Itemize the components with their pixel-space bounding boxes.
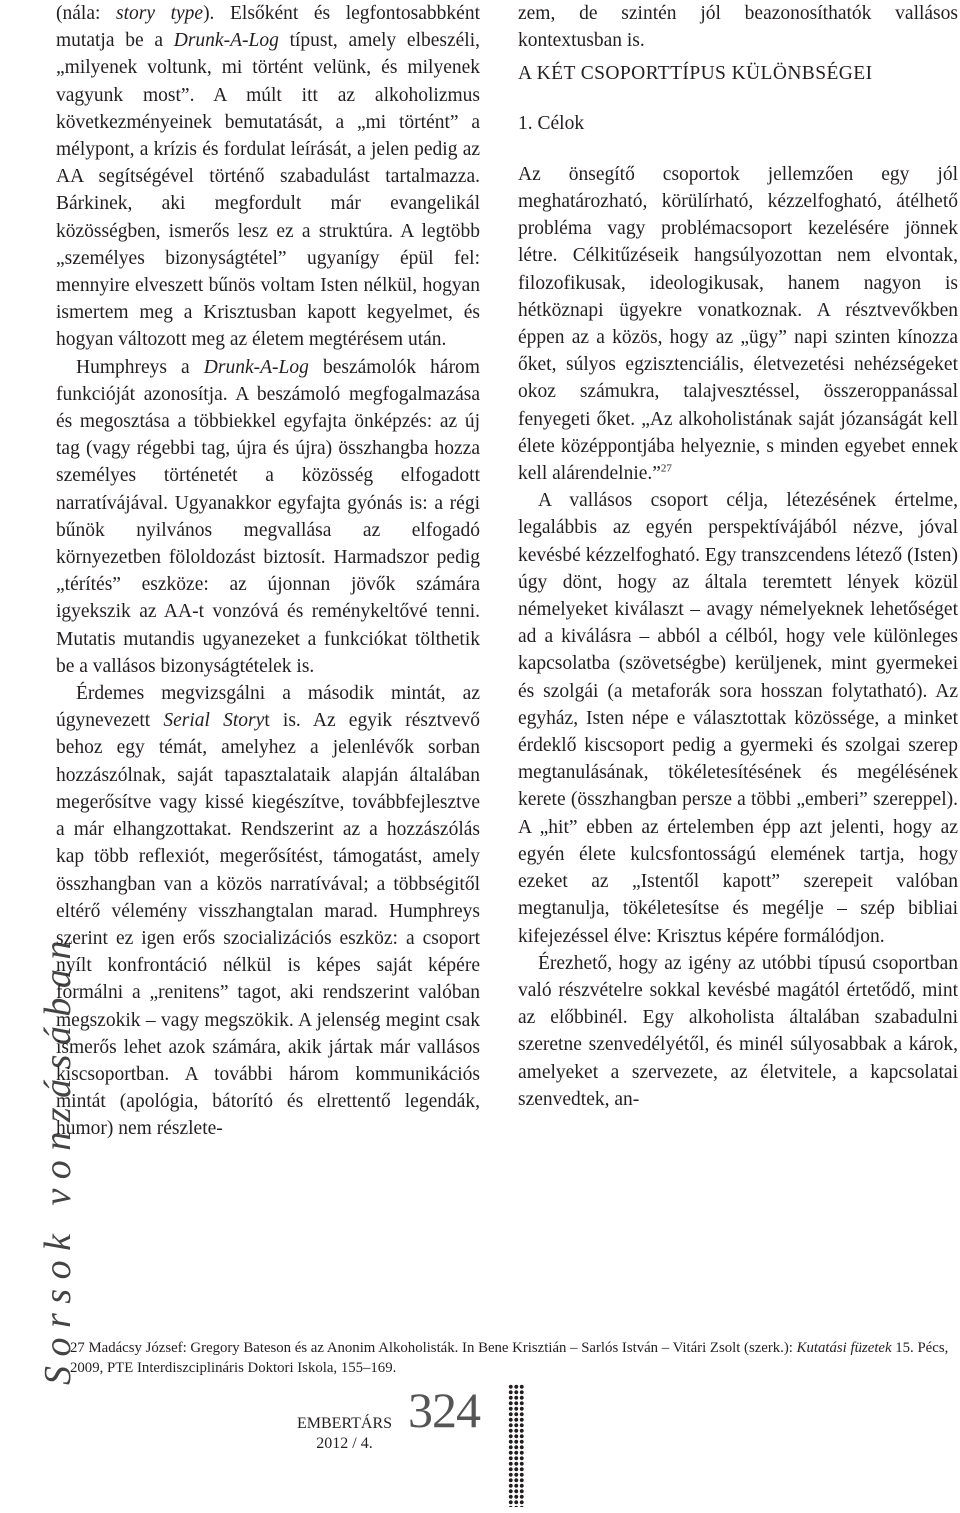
- left-paragraph-2: Humphreys a Drunk-A-Log beszámolók három funkcióját azonosítja. A beszámoló megfogalmazása és megosztása a többiekkel egyfajta önképzés: az új tag (vagy régebbi tag, újra és újra) összhangba hozza személyes történetét a közösség elfogadott narratívájával. Ugyanakkor egyfajta gyónás is: a régi bűnök nyilvános megvallása az elfogadó környezetben föloldozást biztosít. Harmadszor pedig „térítés” eszköze: az újonnan jövők számára igyekszik az AA-t vonzóvá és reménykeltővé tenni. Mutatis mutandis ugyanezeket a funkciókat tölthetik be a vallásos bizonyságtételek is.: [56, 356, 480, 677]
- left-column: [56, 0, 480, 1143]
- section-heading: A KÉT CSOPORTTÍPUS KÜLÖNBSÉGEI: [518, 63, 873, 85]
- term-drunk-a-log: Drunk-A-Log: [173, 30, 279, 52]
- right-paragraph-1: Az önsegítő csoportok jellemzően egy jól meghatározható, körülírható, kézzelfogható, átélhető probléma vagy problémacsoport kezelésére jönnek létre. Célkitűzéseik hangsúlyozottan nem elvontak, filozofikusak, ideologikusak, hanem nagyon is hétköznapi ügyekre vonatkoznak. A résztvevőkben éppen az a közös, hogy az „ügy” napi szinten kínozza őket, súlyos egzisztenciális, életvezetési nehézségeket okoz számukra, talajvesztéssel, összeroppanással fenyegeti őket. „Az alkoholistának saját józanságát kell élete középpontjába helyeznie, s minden egyebet ennek kell alárendelnie.”$^{27}$: [518, 163, 958, 485]
- subsection-heading: 1. Célok: [518, 112, 585, 134]
- footnote-series-title: Kutatási füzetek: [796, 1340, 892, 1356]
- left-paragraph-3: Érdemes megvizsgálni a második mintát, az úgynevezett Serial Storyt is. Az egyik résztvevő behoz egy témát, amelyhez a jelenlévők sorban hozzászólnak, saját tapasztalataik alapján általában megerősítve vagy kissé kiegészítve, továbbfejlesztve a már elhangzottakat. Rendszerint az a hozzászólás kap több reflexiót, megerősítést, támogatást, amely összhangban van a közös narratívával; a többségitől eltérő vélemény visszhangtalan marad. Humphreys szerint ez igen erős szocializációs eszköz: a csoport nyílt konfrontáció nélkül is képes saját képére formálni a „renitens” tagot, aki rendszerint valóban megszokik – vagy megszökik. A jelenség megint csak ismerős lehet azok számára, akik jártak már vallásos kiscsoportban. A további három kommunikációs mintát (apológia, bátorító és elrettentő legendák, humor) nem részlete-: [56, 683, 480, 1140]
- decorative-dot-pattern: [508, 1384, 524, 1507]
- left-paragraph-1: (nála: story type). Elsőként és legfontosabbként mutatja be a Drunk-A-Log típust, amely elbeszéli, „milyenek voltunk, mi történt velünk, és milyenek vagyunk most”. A múlt itt az alkoholizmus következményeinek bemutatását, a „mi történt” a mélypont, a krízis és fordulat leírását, a jelen pedig az AA segítségével történő szabadulást tartalmazza. Bárkinek, aki megfordult már evangelikál közösségben, ismerős lesz ez a struktúra. A legtöbb „személyes bizonyságtétel” ugyanígy épül fel: mennyire elveszett bűnös voltam Isten nélkül, hogyan ismertem meg a Krisztusban kapott kegyelmet, és hogyan változott meg az életem megtérésem után.: [56, 3, 481, 351]
- term-drunk-a-log: Drunk-A-Log: [203, 356, 309, 378]
- journal-name-block: [297, 1414, 392, 1454]
- journal-issue: 2012 / 4.: [316, 1435, 373, 1452]
- term-story-type: story type: [115, 3, 204, 24]
- footnote: 27 Madácsy József: Gregory Bateson és az Anonim Alkoholisták. In Bene Krisztián – Sarlós István – Vitári Zsolt (szerk.): Kutatási füzetek 15. Pécs, 2009, PTE Interdiszciplináris Doktori Iskola, 155–169.: [70, 1340, 949, 1376]
- footnote-reference: 27: [660, 462, 672, 475]
- journal-name: EMBERTÁRS: [297, 1415, 393, 1432]
- right-column: [518, 0, 958, 1113]
- term-serial-story: Serial Story: [163, 710, 265, 732]
- right-paragraph-continuation: zem, de szintén jól beazonosíthatók vallásos kontextusban is.: [518, 3, 958, 52]
- right-paragraph-2: A vallásos csoport célja, létezésének értelme, legalábbis az egyén perspektívájából nézve, jóval kevésbé kézzelfogható. Egy transzcendens létező (Isten) úgy dönt, hogy az általa teremtett lények közül némelyeket kiválaszt – avagy némelyeknek lehetőséget ad a kiválásra – abból a célból, hogy vele különleges kapcsolatba (szövetségbe) kerüljenek, mint gyermekei és szolgái (a metaforák sora hosszan folytatható). Az egyház, Isten népe e választottak közössége, a minket érdeklő kiscsoport pedig a gyermeki és szolgai szerep megtanulásának, tökéletesítésének és megélésének kerete (összhangban persze a többi „emberi” szereppel). A „hit” ebben az értelemben épp azt jelenti, hogy az egyén élete kulcsfontosságú elemének tartja, hogy ezeket az „Istentől kapott” szerepeit valóban megtanulja, tökéletesítse és megélje – szép bibliai kifejezéssel élve: Krisztus képére formálódjon.: [518, 490, 958, 947]
- page-number: 324: [408, 1382, 480, 1438]
- running-title-vertical: Sorsok vonzásában: [37, 931, 79, 1385]
- right-paragraph-3: Érezhető, hogy az igény az utóbbi típusú csoportban való részvételre sokkal kevésbé magától értetődő, mint az előbbinél. Egy alkoholista általában szabadulni szeretne szenvedélyétől, és minél súlyosabbak a károk, amelyeket a szervezete, az életvitele, a kapcsolatai szenvedtek, an-: [518, 952, 958, 1110]
